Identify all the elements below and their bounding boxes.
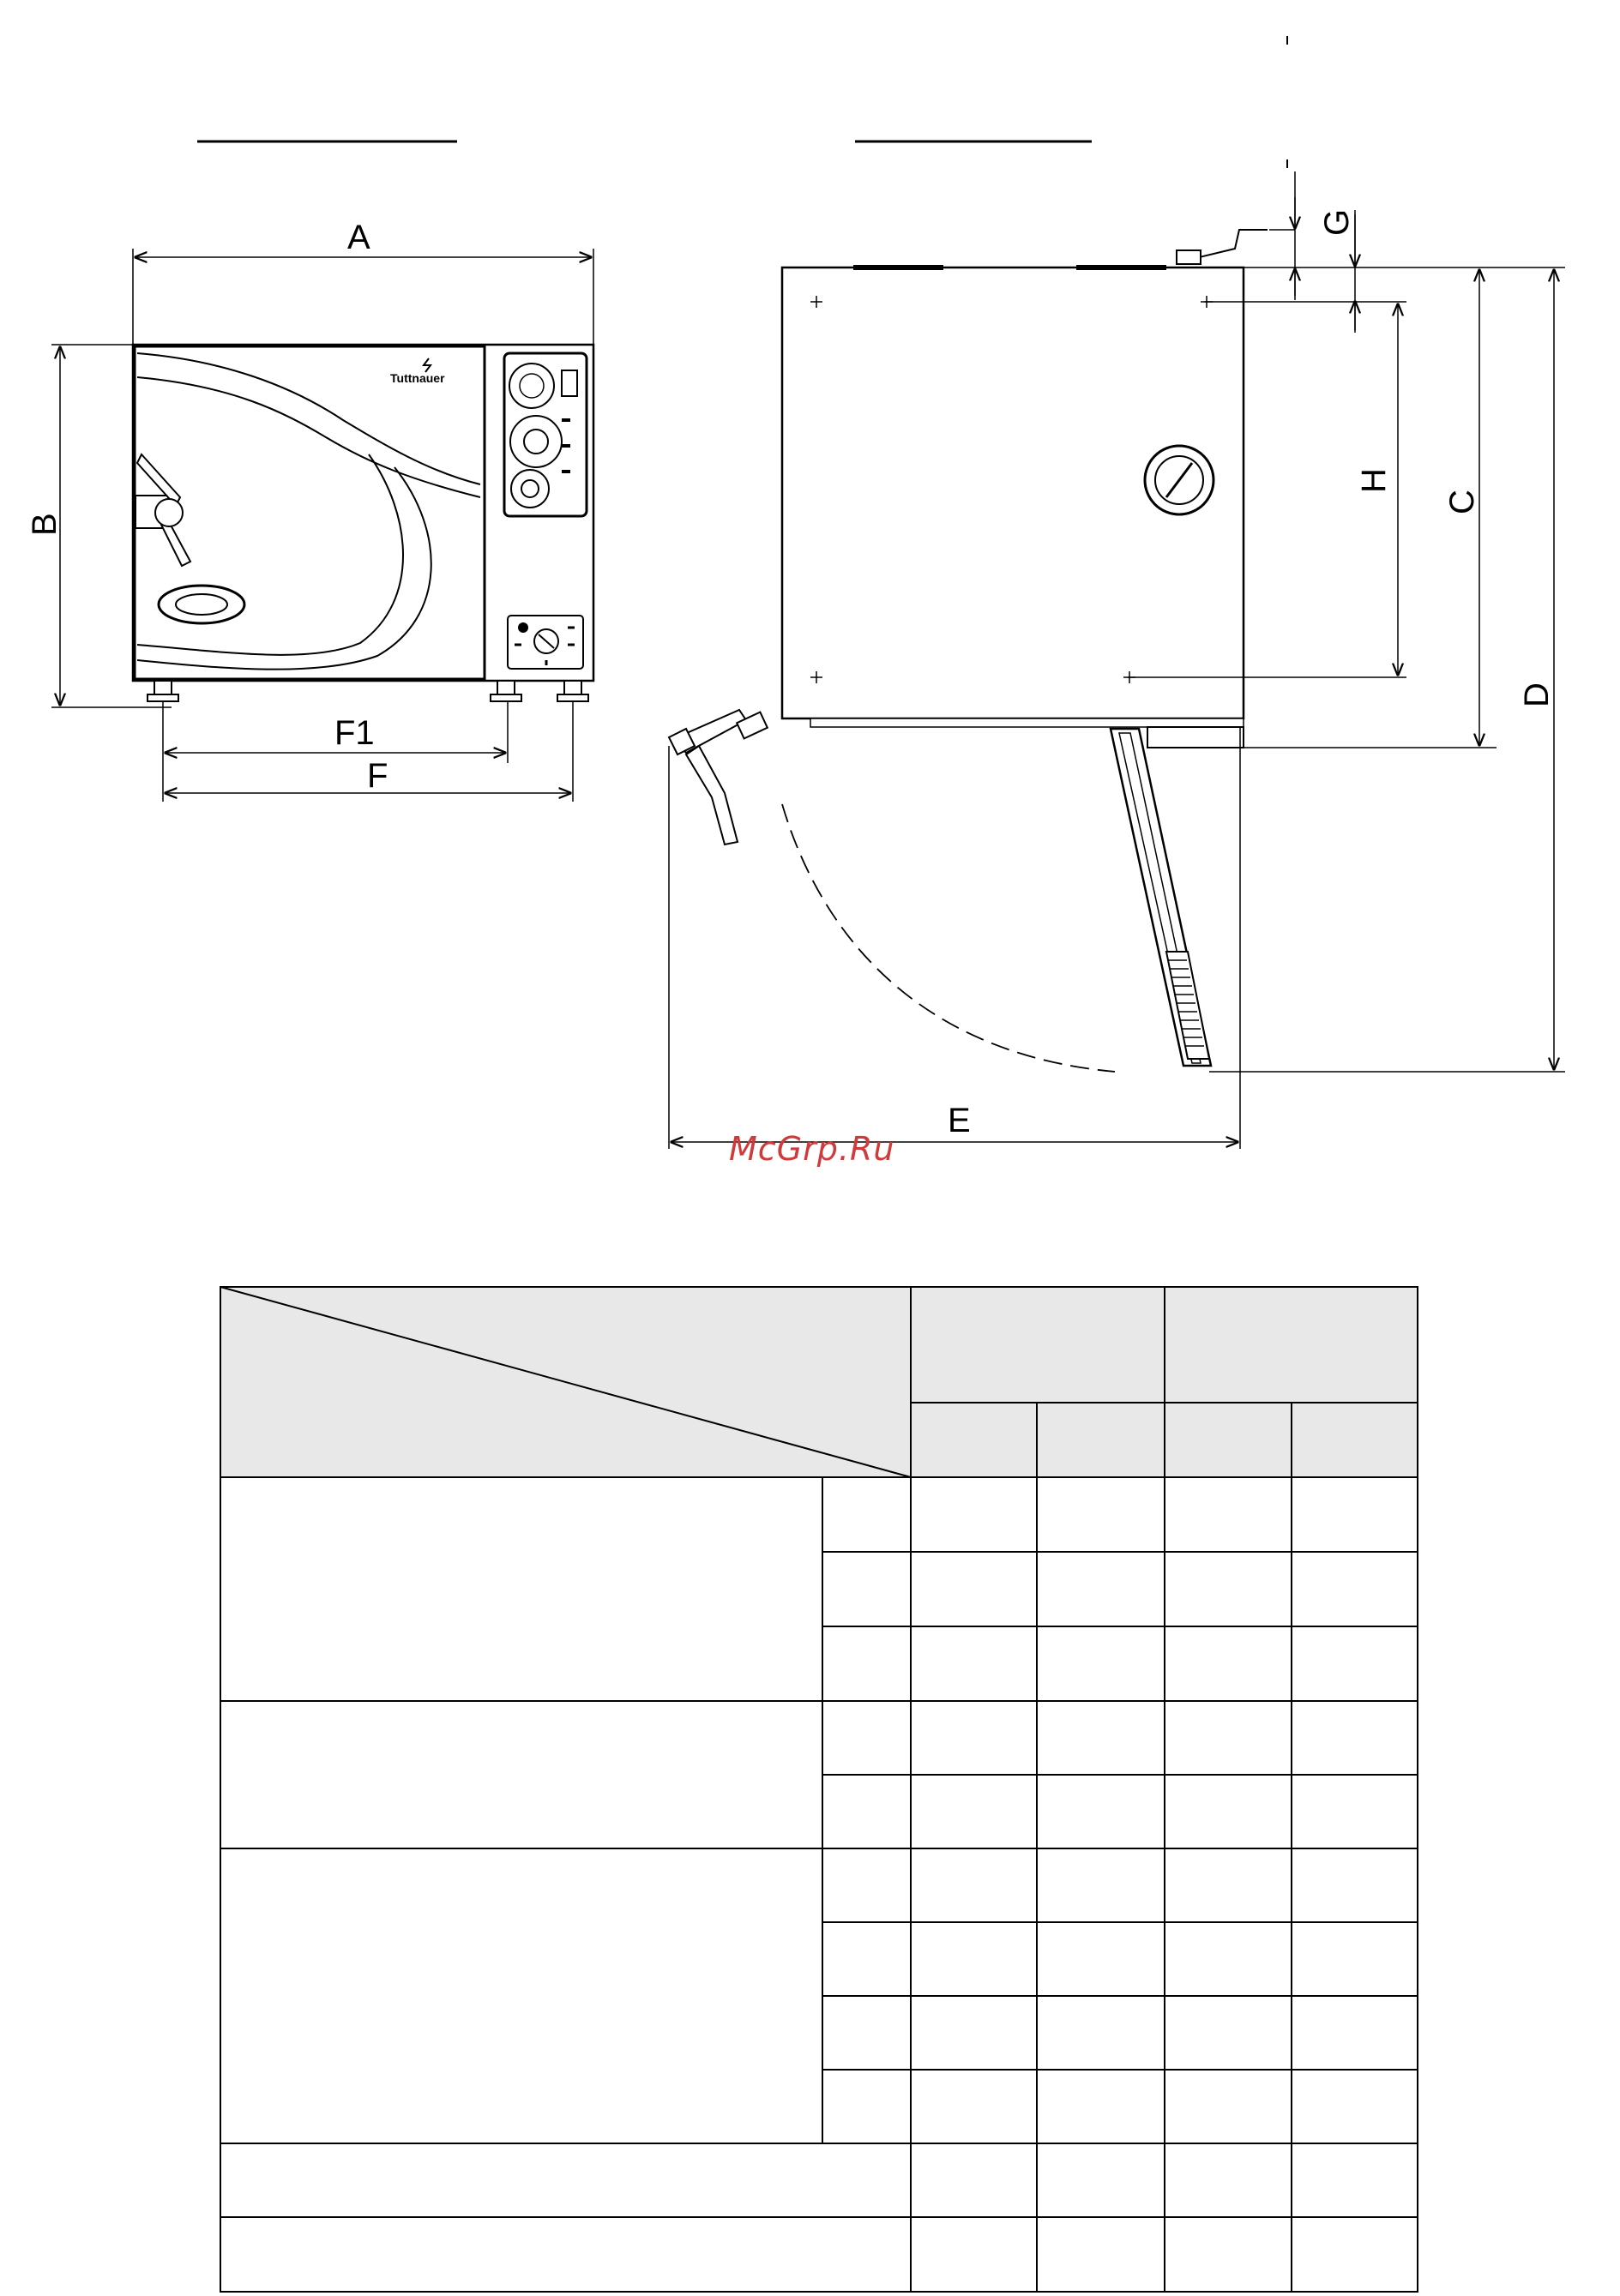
dim-label-f: F xyxy=(367,757,388,795)
dim-label-b: B xyxy=(26,513,63,536)
dim-label-a: A xyxy=(347,219,370,256)
dim-label-h: H xyxy=(1355,468,1393,493)
door-logo xyxy=(159,586,244,623)
dim-label-e: E xyxy=(948,1102,971,1139)
side-view xyxy=(669,171,1565,1149)
dim-label-f1: F1 xyxy=(334,714,375,752)
door-swing-arc xyxy=(782,804,1115,1072)
dim-label-d: D xyxy=(1518,682,1556,707)
dim-label-g: G xyxy=(1318,208,1356,236)
dim-label-c: C xyxy=(1443,490,1481,514)
watermark: McGrp.Ru xyxy=(729,1130,895,1168)
front-view xyxy=(26,219,593,802)
table-header xyxy=(220,1287,1418,1477)
spec-table xyxy=(220,1286,1418,2293)
door-brand-text: Tuttnauer xyxy=(390,371,445,385)
